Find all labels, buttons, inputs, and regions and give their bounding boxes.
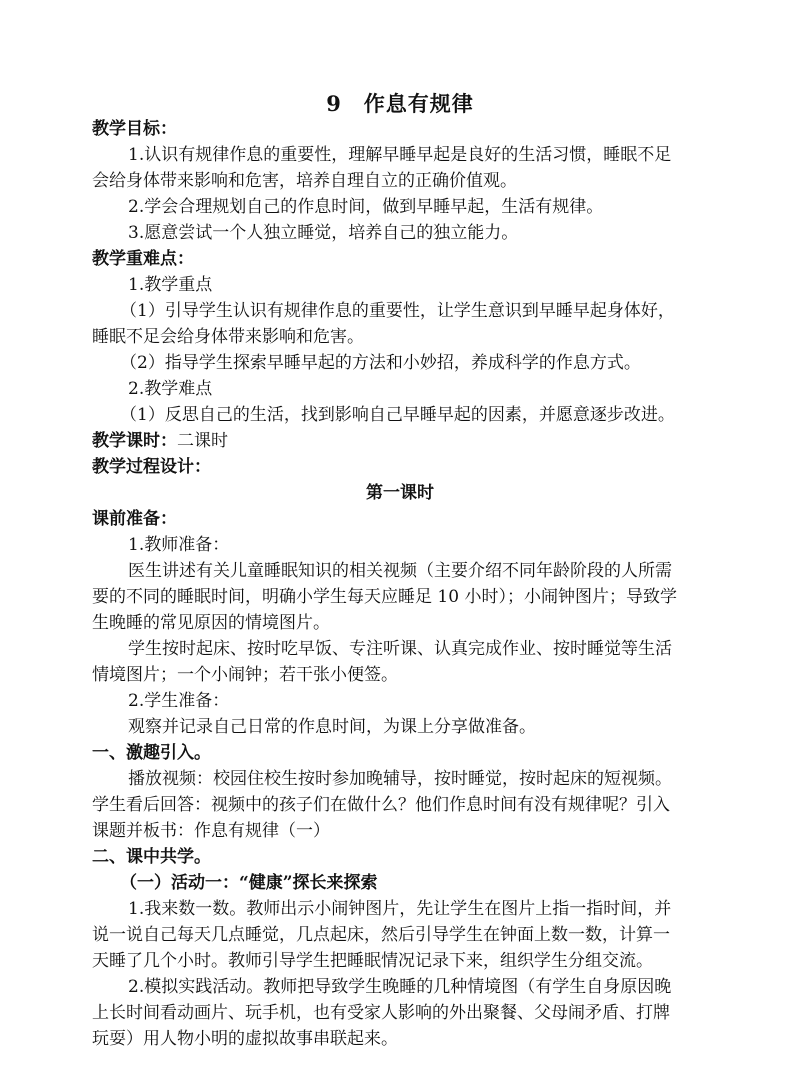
text-line: 2.学会合理规划自己的作息时间，做到早睡早起，生活有规律。 bbox=[128, 197, 604, 217]
text-line: 1.教师准备： bbox=[128, 535, 230, 555]
text-line: 玩耍）用人物小明的虚拟故事串联起来。 bbox=[92, 1029, 398, 1049]
text-line: 学生看后回答：视频中的孩子们在做什么？他们作息时间有没有规律呢？引入 bbox=[92, 795, 670, 815]
heading-intro: 一、激趣引入。 bbox=[92, 743, 211, 763]
lesson-hours-value: 二课时 bbox=[177, 431, 228, 451]
text-line: 2.教学难点 bbox=[128, 379, 213, 399]
text-line: 医生讲述有关儿童睡眠知识的相关视频（主要介绍不同年龄阶段的人所需 bbox=[128, 561, 672, 581]
text-line: 2.学生准备： bbox=[128, 691, 230, 711]
text-line: 上长时间看动画片、玩手机，也有受家人影响的外出聚餐、父母闹矛盾、打牌 bbox=[92, 1003, 670, 1023]
heading-activity-one: （一）活动一：“健康”探长来探索 bbox=[120, 873, 378, 893]
text-line: 播放视频：校园住校生按时参加晚辅导，按时睡觉，按时起床的短视频。 bbox=[128, 769, 672, 789]
text-line: 情境图片；一个小闹钟；若干张小便签。 bbox=[92, 665, 398, 685]
text-line: 会给身体带来影响和危害，培养自理自立的正确价值观。 bbox=[92, 171, 517, 191]
heading-objectives: 教学目标： bbox=[92, 119, 177, 139]
text-line: 观察并记录自己日常的作息时间，为课上分享做准备。 bbox=[128, 717, 536, 737]
heading-first-lesson: 第一课时 bbox=[366, 483, 434, 503]
text-line: （1）反思自己的生活，找到影响自己早睡早起的因素，并愿意逐步改进。 bbox=[120, 405, 675, 425]
lesson-hours-line bbox=[92, 428, 228, 454]
text-line: 要的不同的睡眠时间，明确小学生每天应睡足 10 小时）；小闹钟图片；导致学 bbox=[92, 587, 677, 607]
text-line: 睡眠不足会给身体带来影响和危害。 bbox=[92, 327, 364, 347]
text-line: 天睡了几个小时。教师引导学生把睡眠情况记录下来，组织学生分组交流。 bbox=[92, 951, 653, 971]
text-line: 学生按时起床、按时吃早饭、专注听课、认真完成作业、按时睡觉等生活 bbox=[128, 639, 672, 659]
text-line: 1.认识有规律作息的重要性，理解早睡早起是良好的生活习惯，睡眠不足 bbox=[128, 145, 672, 165]
text-line: 2.模拟实践活动。教师把导致学生晚睡的几种情境图（有学生自身原因晚 bbox=[128, 977, 672, 997]
heading-preparation: 课前准备： bbox=[92, 509, 177, 529]
text-line: 课题并板书：作息有规律（一） bbox=[92, 821, 330, 841]
document-title: 9 作息有规律 bbox=[326, 91, 474, 116]
text-line: 1.我来数一数。教师出示小闹钟图片，先让学生在图片上指一指时间，并 bbox=[128, 899, 672, 919]
heading-process: 教学过程设计： bbox=[92, 457, 211, 477]
text-line: （2）指导学生探索早睡早起的方法和小妙招，养成科学的作息方式。 bbox=[120, 353, 641, 373]
text-line: （1）引导学生认识有规律作息的重要性，让学生意识到早睡早起身体好， bbox=[120, 301, 675, 321]
text-line: 生晚睡的常见原因的情境图片。 bbox=[92, 613, 330, 633]
lesson-hours-label: 教学课时： bbox=[92, 431, 177, 451]
text-line: 3.愿意尝试一个人独立睡觉，培养自己的独立能力。 bbox=[128, 223, 519, 243]
heading-key-points: 教学重难点： bbox=[92, 249, 194, 269]
text-line: 1.教学重点 bbox=[128, 275, 213, 295]
text-line: 说一说自己每天几点睡觉，几点起床，然后引导学生在钟面上数一数，计算一 bbox=[92, 925, 670, 945]
heading-co-learning: 二、课中共学。 bbox=[92, 847, 211, 867]
